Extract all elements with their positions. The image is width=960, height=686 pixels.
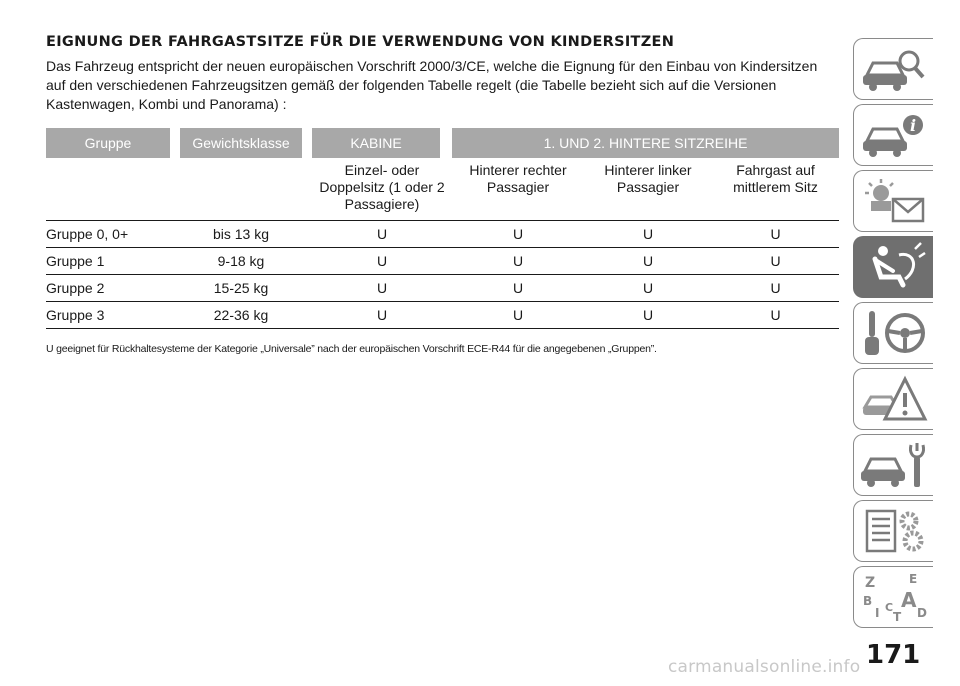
car-breakdown-warning-icon: [859, 373, 929, 425]
subheader-rear-middle: Fahrgast auf mittlerem Sitz: [712, 158, 839, 221]
header-weight: Gewichtsklasse: [180, 128, 302, 158]
cell-group: Gruppe 3: [46, 302, 170, 329]
header-group: Gruppe: [46, 128, 170, 158]
table-row: [46, 248, 839, 275]
cell-rear-left: U: [584, 248, 712, 275]
chapter-tab-warning-lights[interactable]: [853, 170, 933, 232]
cell-group: Gruppe 0, 0+: [46, 221, 170, 248]
cell-rear-middle: U: [712, 275, 839, 302]
chapter-tab-emergency[interactable]: [853, 368, 933, 430]
cell-group: Gruppe 2: [46, 275, 170, 302]
index-letter: I: [874, 606, 879, 620]
chapter-tab-technical-data[interactable]: [853, 500, 933, 562]
car-wrench-icon: [859, 439, 929, 491]
chapter-tab-maintenance[interactable]: [853, 434, 933, 496]
cell-cabin: U: [312, 221, 452, 248]
cell-rear-middle: U: [712, 302, 839, 329]
alphabet-index-icon: [859, 571, 929, 623]
chapter-tab-safety[interactable]: [853, 236, 933, 298]
header-rear-rows: 1. UND 2. HINTERE SITZREIHE: [452, 128, 839, 158]
cell-weight: 22-36 kg: [170, 302, 312, 329]
table-row: [46, 302, 839, 329]
key-steering-wheel-icon: [859, 307, 929, 359]
chapter-tab-bar: [853, 38, 937, 632]
header-cabin: KABINE: [312, 128, 440, 158]
seat-airbag-icon: [859, 241, 929, 293]
chapter-tab-index[interactable]: [853, 566, 933, 628]
cell-cabin: U: [312, 248, 452, 275]
subheader-rear-left: Hinterer linker Passagier: [584, 158, 712, 221]
table-row: [46, 275, 839, 302]
table-subheader-row: [46, 158, 839, 221]
car-info-icon: [859, 109, 929, 161]
subheader-cabin-seat: Einzel- oder Doppelsitz (1 oder 2 Passagiere): [312, 158, 452, 221]
svg-text:i: i: [909, 116, 916, 135]
index-letter: A: [900, 588, 916, 612]
page-number: 171: [866, 640, 921, 670]
child-seat-suitability-table: [46, 128, 839, 329]
index-letter: T: [892, 610, 901, 623]
cell-weight: bis 13 kg: [170, 221, 312, 248]
cell-rear-left: U: [584, 221, 712, 248]
cell-cabin: U: [312, 275, 452, 302]
cell-weight: 15-25 kg: [170, 275, 312, 302]
cell-rear-right: U: [452, 275, 584, 302]
cell-group: Gruppe 1: [46, 248, 170, 275]
index-letter: B: [862, 594, 872, 608]
specs-gears-icon: [859, 505, 929, 557]
cell-rear-middle: U: [712, 221, 839, 248]
warning-lights-message-icon: [859, 175, 929, 227]
index-letter: D: [916, 606, 927, 620]
cell-rear-left: U: [584, 302, 712, 329]
cell-cabin: U: [312, 302, 452, 329]
index-letter: Z: [864, 575, 875, 591]
chapter-tab-starting-driving[interactable]: [853, 302, 933, 364]
page-title: EIGNUNG DER FAHRGASTSITZE FÜR DIE VERWENDUNG VON KINDERSITZEN: [46, 34, 675, 50]
chapter-tab-vehicle-info[interactable]: [853, 104, 933, 166]
table-row: [46, 221, 839, 248]
index-letter: C: [884, 601, 893, 614]
subheader-rear-right: Hinterer rechter Passagier: [452, 158, 584, 221]
cell-rear-middle: U: [712, 248, 839, 275]
car-search-icon: [859, 43, 929, 95]
chapter-tab-dashboard[interactable]: [853, 38, 933, 100]
table-footnote: U geeignet für Rückhaltesysteme der Kategorie „Universale” nach der europäischen Vorschrift ECE-R44 für die angegebenen „Gruppen”.: [46, 343, 657, 355]
cell-rear-right: U: [452, 221, 584, 248]
watermark-text: carmanualsonline.info: [668, 657, 861, 677]
intro-paragraph: Das Fahrzeug entspricht der neuen europäischen Vorschrift 2000/3/CE, welche die Eignung für den Einbau von Kindersitzen auf den verschiedenen Fahrzeugsitzen gemäß der folgenden Tabelle regelt (die Tabelle bezieht sich auf die Versionen Kastenwagen, Kombi und Panorama) :: [46, 58, 818, 112]
cell-rear-right: U: [452, 248, 584, 275]
cell-rear-right: U: [452, 302, 584, 329]
cell-rear-left: U: [584, 275, 712, 302]
table-header-row: [46, 128, 839, 158]
index-letter: E: [908, 572, 917, 586]
cell-weight: 9-18 kg: [170, 248, 312, 275]
